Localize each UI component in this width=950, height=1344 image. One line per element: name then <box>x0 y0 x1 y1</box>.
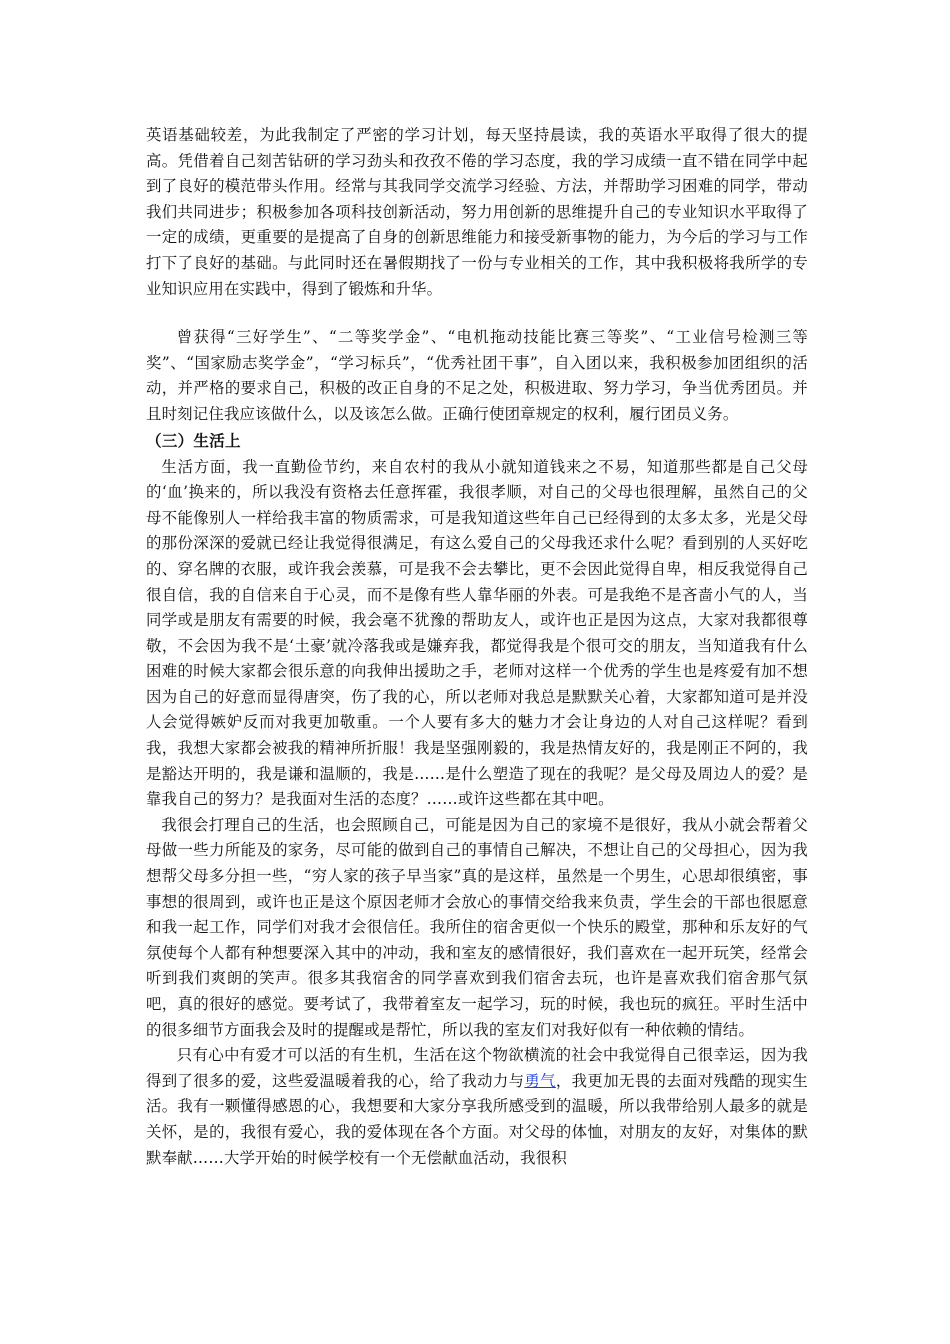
paragraph-love-text-1: 只有心中有爱才可以活的有生机，生活在这个物欲横流的社会中我觉得自己很幸运，因为我得到了很多的爱，这些爱温暖着我的心，给了我动力与 <box>146 1046 808 1090</box>
courage-link[interactable]: 勇气 <box>524 1071 556 1090</box>
section-heading-life: （三）生活上 <box>146 431 241 450</box>
paragraph-study-continued: 英语基础较差，为此我制定了严密的学习计划，每天坚持晨读，我的英语水平取得了很大的提高。凭借着自己刻苦钻研的学习劲头和孜孜不倦的学习态度，我的学习成绩一直不错在同学中起到了良好的模范带头作用。经常与其我同学交流学习经验、方法，并帮助学习困难的同学，带动我们共同进步；积极参加各项科技创新活动，努力用创新的思维提升自己的专业知识水平取得了一定的成绩，更重要的是提高了自身的创新思维能力和接受新事物的能力，为今后的学习与工作打下了良好的基础。与此同时还在暑假期找了一份与专业相关的工作，其中我积极将我所学的专业知识应用在实践中，得到了锻炼和升华。 <box>146 126 808 298</box>
paragraph-awards: 曾获得“三好学生”、“二等奖学金”、“电机拖动技能比赛三等奖”、“工业信号检测三等奖”、“国家励志奖学金”，“学习标兵”，“优秀社团干事”，自入团以来，我积极参加团组织的活动，并严格的要求自己，积极的改正自身的不足之处，积极进取、努力学习，争当优秀团员。并且时刻记住我应该做什么，以及该怎么做。正确行使团章规定的权利，履行团员义务。 <box>146 328 808 423</box>
document-body <box>146 123 808 1171</box>
paragraph-gap <box>146 302 808 325</box>
paragraph-love <box>146 1043 808 1171</box>
paragraph-life-frugal: 生活方面，我一直勤俭节约，来自农村的我从小就知道钱来之不易，知道那些都是自己父母的‘血’换来的，所以我没有资格去任意挥霍，我很孝顺，对自己的父母也很理解，虽然自己的父母不能像别人一样给我丰富的物质需求，可是我知道这些年自己已经得到的太多太多，光是父母的那份深深的爱就已经让我觉得很满足，有这么爱自己的父母我还求什么呢？看到别的人买好吃的、穿名牌的衣服，或许我会羡慕，可是我不会去攀比，更不会因此觉得自卑，相反我觉得自己很自信，我的自信来自于心灵，而不是像有些人靠华丽的外表。可是我绝不是吝啬小气的人，当同学或是朋友有需要的时候，我会毫不犹豫的帮助友人，或许也正是因为这点，大家对我都很尊敬，不会因为我不是‘土豪’就冷落我或是嫌弃我，都觉得我是个很可交的朋友，当知道我有什么困难的时候大家都会很乐意的向我伸出援助之手，老师对这样一个优秀的学生也是疼爱有加不想因为自己的好意而显得唐突，伤了我的心，所以老师对我总是默默关心着，大家都知道可是并没人会觉得嫉妒反而对我更加敬重。一个人要有多大的魅力才会让身边的人对自己这样呢？看到我，我想大家都会被我的精神所折服！我是坚强刚毅的，我是热情友好的，我是刚正不阿的，我是豁达开明的，我是谦和温顺的，我是……是什么塑造了现在的我呢？是父母及周边人的爱？是靠我自己的努力？是我面对生活的态度？……或许这些都在其中吧。 <box>146 457 808 809</box>
paragraph-life-self-care: 我很会打理自己的生活，也会照顾自己，可能是因为自己的家境不是很好，我从小就会帮着父母做一些力所能及的家务，尽可能的做到自己的事情自己解决，不想让自己的父母担心，因为我想帮父母多分担一些，“穷人家的孩子早当家”真的是这样，虽然是一个男生，心思却很缜密，事事想的很周到，或许也正是这个原因老师才会放心的事情交给我来负责，学生会的干部也很愿意和我一起工作，同学们对我才会很信任。我所住的宿舍更似一个快乐的殿堂，那种和乐友好的气氛使每个人都有种想要深入其中的冲动，我和室友的感情很好，我们喜欢在一起开玩笑，经常会听到我们爽朗的笑声。很多其我宿舍的同学喜欢到我们宿舍去玩，也许是喜欢我们宿舍那气氛吧，真的很好的感觉。要考试了，我带着室友一起学习，玩的时候，我也玩的疯狂。平时生活中的很多细节方面我会及时的提醒或是帮忙，所以我的室友们对我好似有一种依赖的情结。 <box>146 815 808 1039</box>
paragraph-love-text-2: ，我更加无畏的去面对残酷的现实生活。我有一颗懂得感恩的心，我想要和大家分享我所感受到的温暖，所以我带给别人最多的就是关怀，是的，我很有爱心，我的爱体现在各个方面。对父母的体恤，对朋友的友好，对集体的默默奉献……大学开始的时候学校有一个无偿献血活动，我很积 <box>146 1071 808 1167</box>
